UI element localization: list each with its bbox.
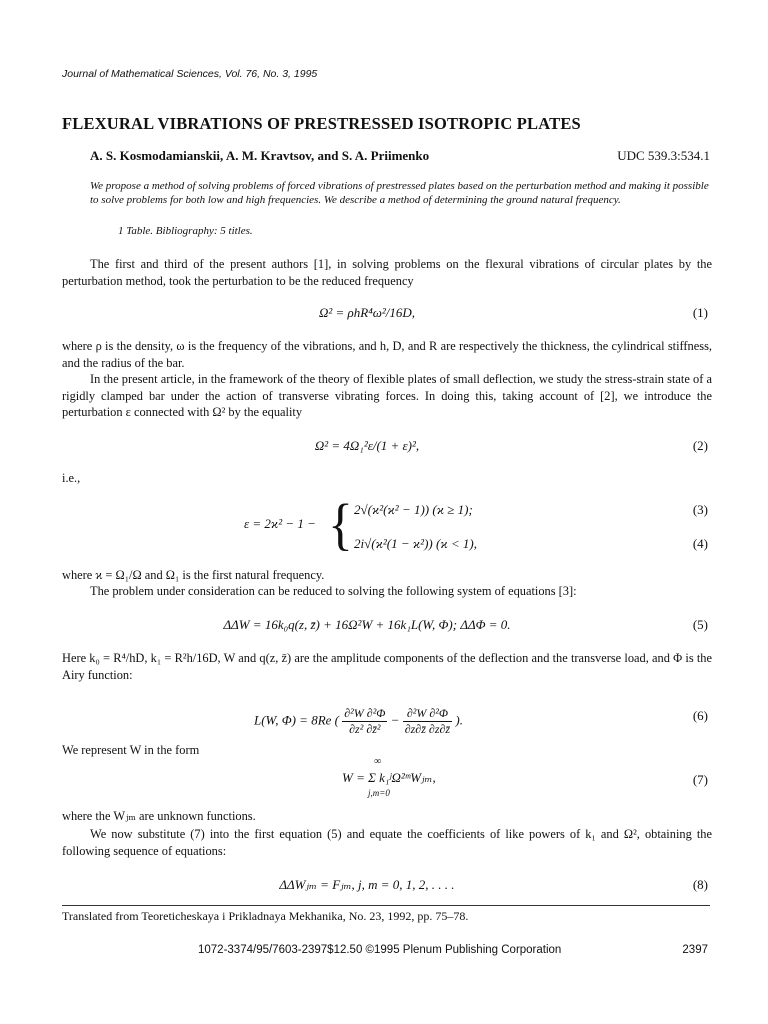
paragraph-represent: We represent W in the form <box>62 743 200 757</box>
equation-3-body: 2√(ϰ²(ϰ² − 1)) (ϰ ≥ 1); <box>354 502 473 517</box>
equation-5-number: (5) <box>692 617 708 632</box>
udc-code: UDC 539.3:534.1 <box>617 148 710 163</box>
equation-7-number: (7) <box>692 772 708 787</box>
paragraph-where-kappa: where ϰ = Ω₁/Ω and Ω₁ is the first natural frequency. <box>62 568 325 582</box>
equation-8-number: (8) <box>692 877 708 892</box>
equation-7-sum-upper: ∞ <box>374 756 382 767</box>
equation-5 <box>62 617 712 635</box>
equation-2-body: Ω² = 4Ω₁²ε/(1 + ε)², <box>314 438 420 453</box>
equation-6-expression <box>254 706 463 737</box>
equation-1-number: (1) <box>692 305 708 320</box>
equation-6-close: ). <box>455 712 463 728</box>
equation-6-fraction-2-den: ∂z∂z̄ ∂z∂z̄ <box>404 722 451 736</box>
equation-6-fraction-2-num: ∂²W ∂²Φ <box>403 706 452 722</box>
abstract: We propose a method of solving problems of forced vibrations of prestressed plates based on the perturbation method and making it possible to solve problems for both low and high frequencies. We describe a method of determining the ground natural frequency. <box>90 180 709 206</box>
equation-2-number: (2) <box>692 438 708 453</box>
translation-note: Translated from Teoreticheskaya i Prikladnaya Mekhanika, No. 23, 1992, pp. 75–78. <box>62 909 469 923</box>
left-brace: { <box>328 494 353 557</box>
paragraph-wjm: where the Wⱼₘ are unknown functions. <box>62 809 256 823</box>
abstract-meta: 1 Table. Bibliography: 5 titles. <box>118 225 253 237</box>
paragraph-definitions: where ρ is the density, ω is the frequency of the vibrations, and h, D, and R are respectively the thickness, the cylindrical stiffness, and the radius of the bar. <box>62 339 712 370</box>
equation-7-body: W = Σ k₁ʲΩ²ᵐWⱼₘ, <box>342 770 436 785</box>
equation-4-row <box>62 536 712 554</box>
page-number: 2397 <box>682 944 708 956</box>
equation-6-number: (6) <box>692 708 708 723</box>
equation-8 <box>62 877 712 895</box>
copyright-line: 1072-3374/95/7603-2397$12.50 ©1995 Plenum Publishing Corporation <box>198 944 562 956</box>
paragraph-framework: In the present article, in the framework of the theory of flexible plates of small deflection, we study the stress-strain state of a rigidly clamped bar under the action of transverse vibrating forces. In doing this, taking account of [2], we introduce the perturbation ε connected with Ω² by the equality <box>62 372 712 419</box>
equation-1 <box>62 305 712 323</box>
equation-3-lhs: ε = 2ϰ² − 1 − <box>244 516 316 531</box>
equation-6 <box>62 696 712 736</box>
equation-2 <box>62 438 712 456</box>
authors: A. S. Kosmodamianskii, A. M. Kravtsov, and S. A. Priimenko <box>90 148 430 163</box>
equation-4-number: (4) <box>692 536 708 551</box>
text-ie: i.e., <box>62 471 81 485</box>
equation-6-lhs: L(W, Φ) = 8Re ( <box>254 712 339 728</box>
footer-divider <box>62 905 710 906</box>
equation-6-fraction-1-den: ∂z² ∂z̄² <box>349 722 381 736</box>
equation-7 <box>62 756 712 802</box>
equation-5-body: ΔΔW = 16k₀q(z, z̄) + 16Ω²W + 16k₁L(W, Φ); ΔΔΦ = 0. <box>223 617 511 632</box>
equation-6-minus: − <box>390 712 400 728</box>
paragraph-problem: The problem under consideration can be reduced to solving the following system of equations [3]: <box>90 584 577 598</box>
paragraph-here: Here k₀ = R⁴/hD, k₁ = R²h/16D, W and q(z, z̄) are the amplitude components of the deflection and the transverse load, and Φ is the Airy function: <box>62 651 712 682</box>
paragraph-substitute: We now substitute (7) into the first equation (5) and equate the coefficients of like powers of k₁ and Ω², obtaining the following sequence of equations: <box>62 827 712 858</box>
equation-4-body: 2i√(ϰ²(1 − ϰ²)) (ϰ < 1), <box>354 536 477 551</box>
equation-7-sum-lower: j,m=0 <box>368 788 390 798</box>
journal-citation: Journal of Mathematical Sciences, Vol. 76, No. 3, 1995 <box>62 68 318 80</box>
equation-1-body: Ω² = ρhR⁴ω²/16D, <box>318 305 416 320</box>
equation-6-fraction-2 <box>403 706 452 737</box>
equation-3-row <box>62 502 712 520</box>
equation-6-fraction-1 <box>342 706 387 737</box>
paragraph-intro: The first and third of the present authors [1], in solving problems on the flexural vibrations of circular plates by the perturbation method, took the perturbation to be the reduced frequency <box>62 257 712 288</box>
equation-6-fraction-1-num: ∂²W ∂²Φ <box>344 706 386 720</box>
equation-8-body: ΔΔWⱼₘ = Fⱼₘ, j, m = 0, 1, 2, . . . . <box>279 877 455 892</box>
equation-3-number: (3) <box>692 502 708 517</box>
paper-title: FLEXURAL VIBRATIONS OF PRESTRESSED ISOTROPIC PLATES <box>62 114 581 133</box>
